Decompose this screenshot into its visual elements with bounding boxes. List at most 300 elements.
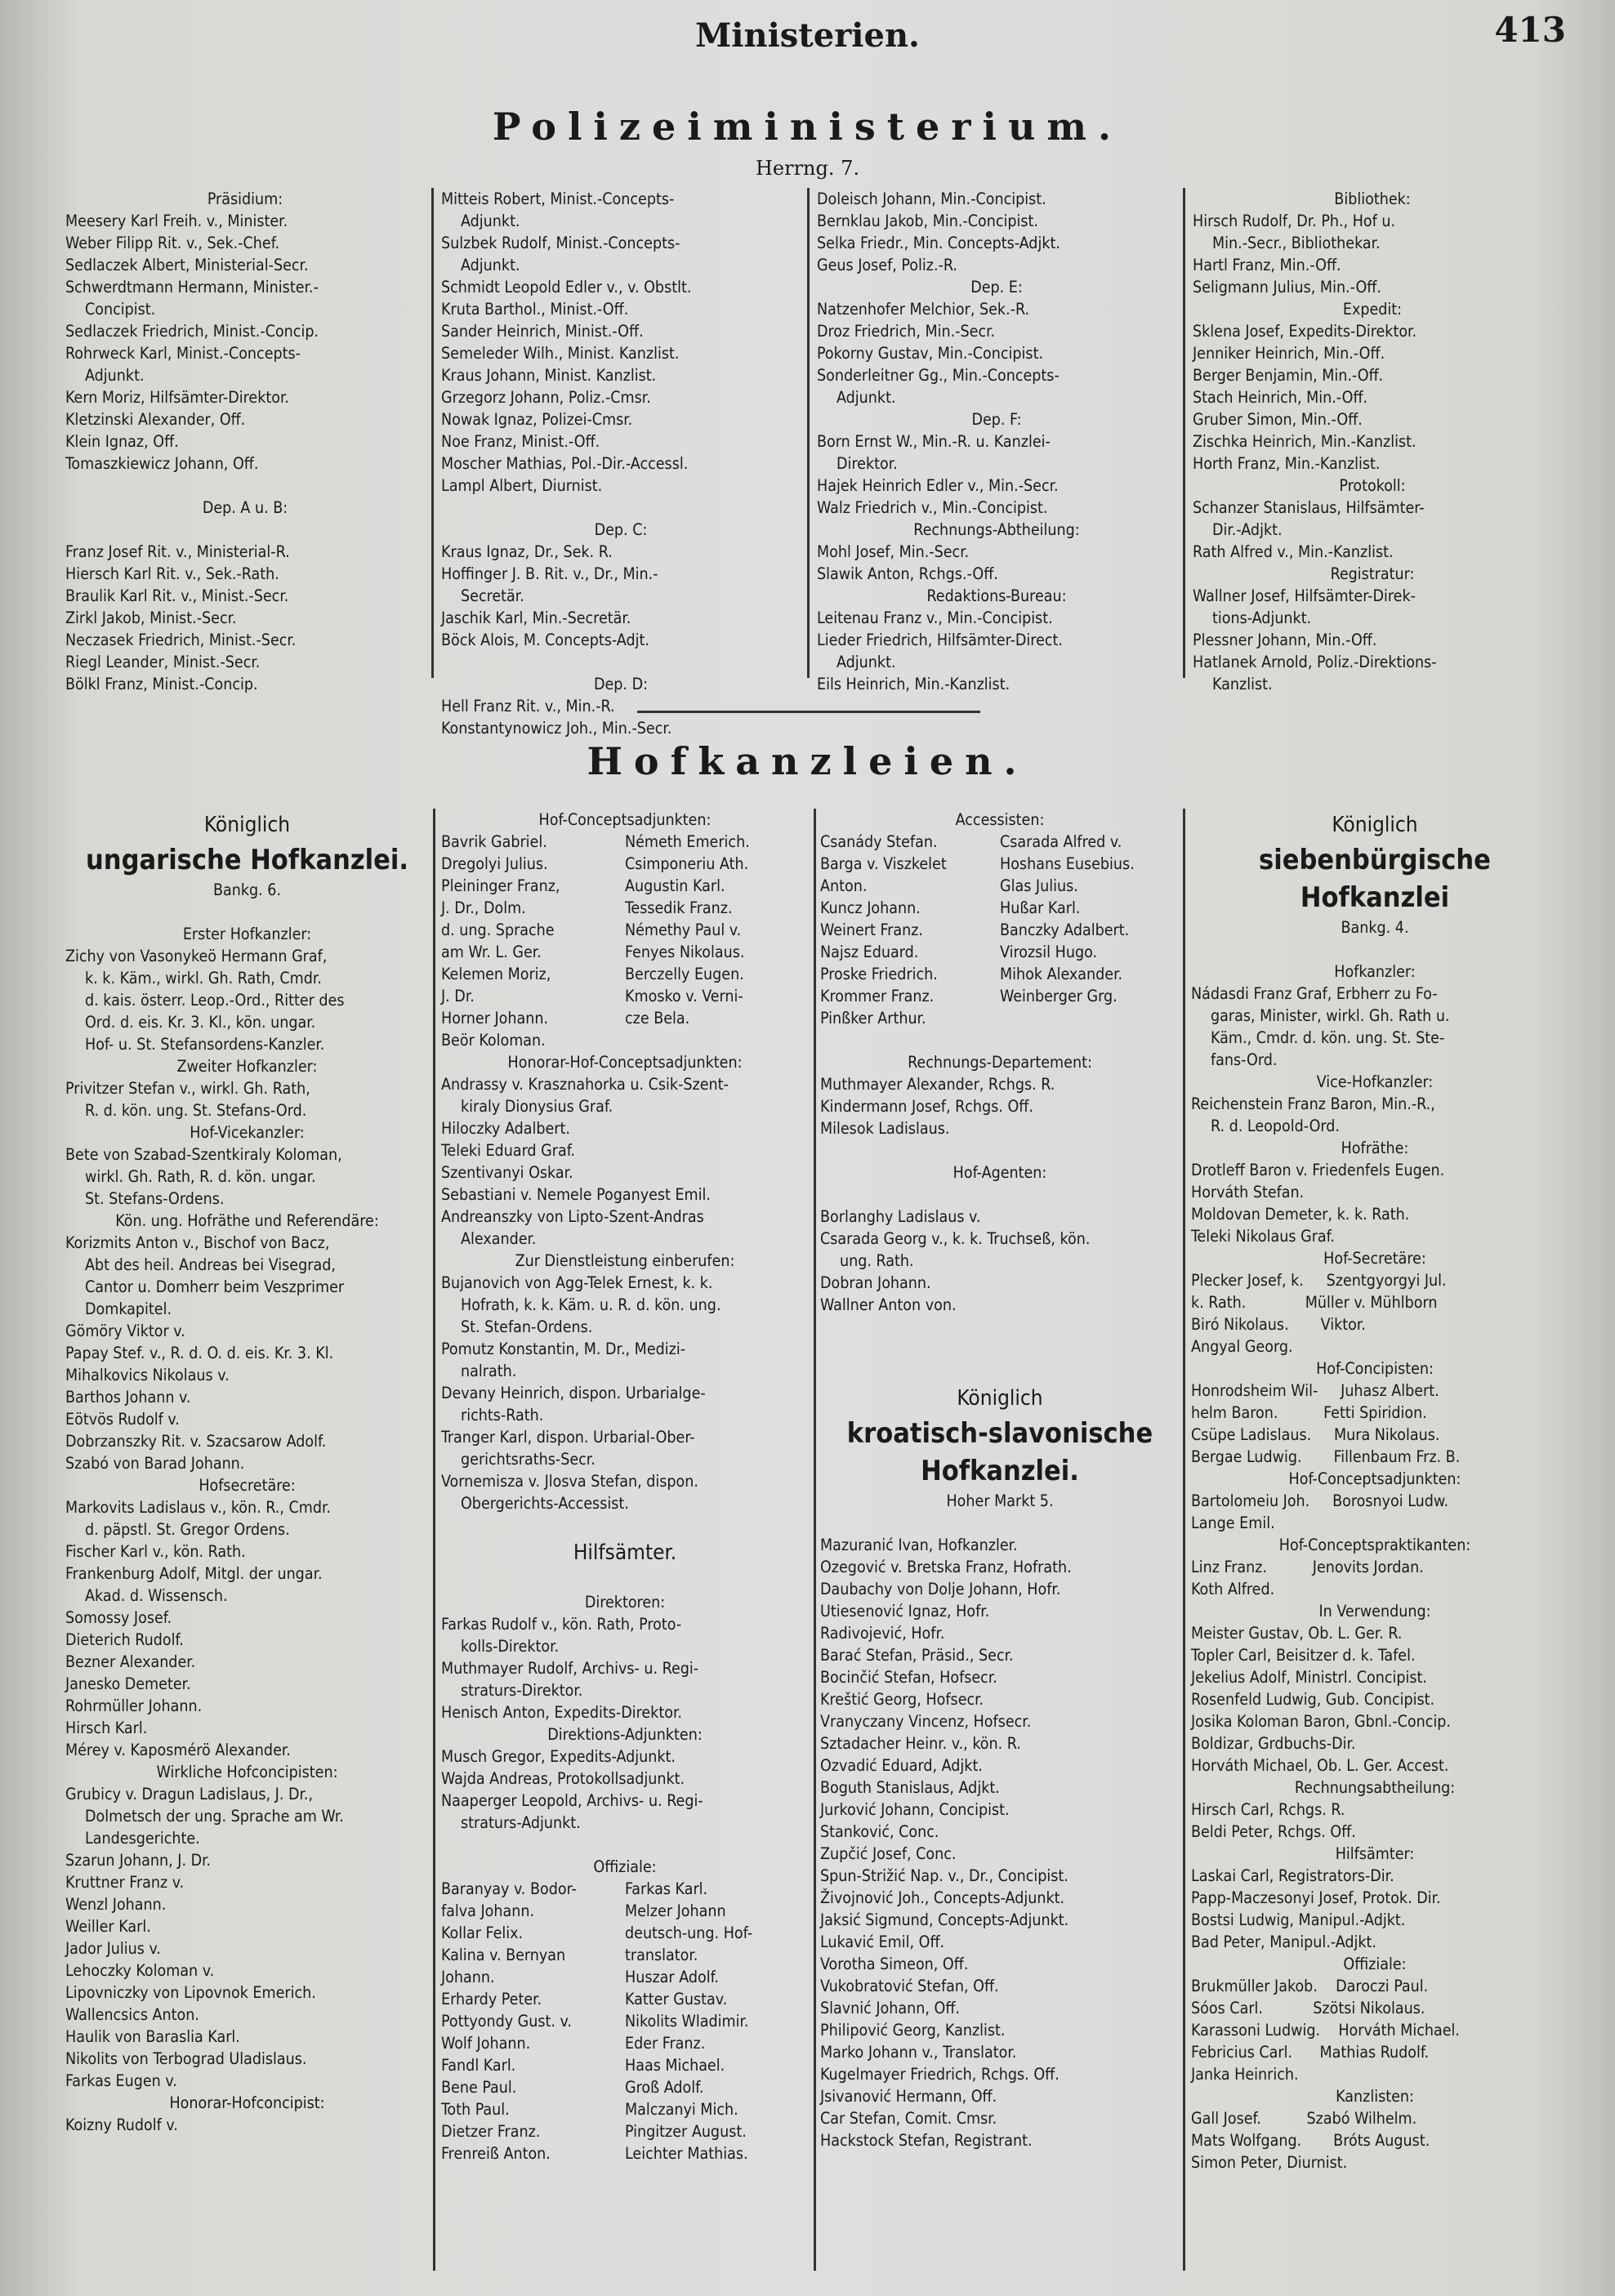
entry-line: Kmosko v. Verni- — [625, 987, 743, 1005]
entry-pair — [441, 963, 809, 985]
entry-line: Meesery Karl Freih. v., Minister. — [65, 212, 288, 230]
section-heading: Hofräthe: — [1341, 1139, 1409, 1157]
entry-line: Ord. d. eis. Kr. 3. Kl., kön. ungar. — [85, 1013, 316, 1032]
entry-line: Krommer Franz. — [820, 987, 935, 1005]
entry-line: Febricius Carl. Mathias Rudolf. — [1191, 2043, 1430, 2062]
entry-line: Plecker Josef, k. Szentgyorgyi Jul. — [1191, 1271, 1447, 1290]
entry-line — [820, 1360, 1180, 1382]
section-heading: Bibliothek: — [1334, 189, 1411, 208]
entry-line: Pingitzer August. — [625, 2122, 747, 2141]
entry-line: Marko Johann v., Translator. — [820, 2043, 1017, 2062]
entry-line: Horner Johann. — [441, 1009, 549, 1028]
hofkanzleien-column-3 — [820, 809, 1180, 2279]
entry-line: Vornemisza v. Jlosva Stefan, dispon. — [441, 1472, 698, 1491]
entry-pair — [820, 875, 1180, 897]
entry-line: fans-Ord. — [1211, 1050, 1278, 1069]
entry-line: Baranyay v. Bodor- — [441, 1879, 577, 1898]
entry-line: Wallner Anton von. — [820, 1295, 957, 1314]
entry-pair — [441, 1966, 809, 1988]
entry-line: R. d. kön. ung. St. Stefans-Ord. — [85, 1101, 307, 1120]
entry-line: Bete von Szabad-Szentkiraly Koloman, — [65, 1145, 342, 1164]
entry-line: Hirsch Rudolf, Dr. Ph., Hof u. — [1193, 212, 1396, 230]
entry-line: Sóos Carl. Szötsi Nikolaus. — [1191, 1999, 1425, 2017]
entry-line: Najsz Eduard. — [820, 943, 919, 961]
section-heading: Rechnungs-Departement: — [908, 1053, 1092, 1072]
entry-line: Sklena Josef, Expedits-Direktor. — [1193, 322, 1417, 341]
entry-pair — [441, 919, 809, 941]
entry-line: Mazuranić Ivan, Hofkanzler. — [820, 1536, 1018, 1554]
entry-line: Hirsch Karl. — [65, 1719, 148, 1737]
entry-line: Hell Franz Rit. v., Min.-R. — [441, 697, 615, 716]
entry-line: Radivojević, Hofr. — [820, 1624, 945, 1643]
entry-line: gerichtsraths-Secr. — [461, 1450, 596, 1469]
entry-line: Eils Heinrich, Min.-Kanzlist. — [817, 675, 1010, 693]
entry-line: Domkapitel. — [85, 1300, 172, 1318]
entry-line: Teleki Nikolaus Graf. — [1191, 1227, 1335, 1246]
entry-line: Vukobratović Stefan, Off. — [820, 1977, 999, 1995]
entry-line: Bavrik Gabriel. — [441, 832, 547, 851]
entry-line: Topler Carl, Beisitzer d. k. Tafel. — [1191, 1646, 1416, 1665]
entry-line: Banczky Adalbert. — [1000, 921, 1130, 939]
entry-line: Angyal Georg. — [1191, 1337, 1293, 1356]
entry-line: Tomaszkiewicz Johann, Off. — [65, 454, 259, 473]
entry-line: Hirsch Carl, Rchgs. R. — [1191, 1800, 1345, 1819]
entry-line: Lukavić Emil, Off. — [820, 1933, 945, 1951]
section-heading: Bankg. 4. — [1341, 918, 1409, 937]
entry-line: Kanzlist. — [1212, 675, 1273, 693]
entry-line: Farkas Rudolf v., kön. Rath, Proto- — [441, 1615, 682, 1634]
entry-pair — [441, 985, 809, 1007]
entry-line: Farkas Eugen v. — [65, 2071, 177, 2090]
section-heading: Vice-Hofkanzler: — [1316, 1072, 1434, 1091]
entry-line: Wallencsics Anton. — [65, 2005, 199, 2024]
entry-line — [441, 497, 801, 519]
entry-line: straturs-Adjunkt. — [461, 1813, 581, 1832]
entry-line — [65, 475, 425, 497]
entry-line: Böck Alois, M. Concepts-Adjt. — [441, 631, 649, 649]
entry-line: Riegl Leander, Minist.-Secr. — [65, 653, 261, 671]
entry-line: Sztadacher Heinr. v., kön. R. — [820, 1734, 1021, 1753]
entry-line: Kletzinski Alexander, Off. — [65, 410, 246, 429]
entry-line: Hatlanek Arnold, Poliz.-Direktions- — [1193, 653, 1437, 671]
entry-line: k. k. Käm., wirkl. Gh. Rath, Cmdr. — [85, 969, 322, 988]
entry-line: Brukmüller Jakob. Daroczi Paul. — [1191, 1977, 1429, 1995]
entry-line: Bölkl Franz, Minist.-Concip. — [65, 675, 258, 693]
entry-line: Barthos Johann v. — [65, 1388, 191, 1407]
entry-line: Linz Franz. Jenovits Jordan. — [1191, 1558, 1424, 1576]
entry-line: Semeleder Wilh., Minist. Kanzlist. — [441, 344, 680, 363]
entry-pair — [441, 1944, 809, 1966]
entry-line: ung. Rath. — [840, 1251, 914, 1270]
entry-line: Rosenfeld Ludwig, Gub. Concipist. — [1191, 1690, 1435, 1709]
entry-line: Lipovniczky von Lipovnok Emerich. — [65, 1983, 316, 2002]
entry-pair — [441, 831, 809, 853]
entry-line: Mohl Josef, Min.-Secr. — [817, 542, 970, 561]
running-head: Ministerien. — [695, 16, 920, 55]
entry-line: Sulzbek Rudolf, Minist.-Concepts- — [441, 234, 680, 252]
entry-line: Musch Gregor, Expedits-Adjunkt. — [441, 1747, 676, 1766]
entry-line: Živojnović Joh., Concepts-Adjunkt. — [820, 1888, 1065, 1907]
entry-line: Muthmayer Rudolf, Archivs- u. Regi- — [441, 1659, 699, 1678]
entry-line: Haas Michael. — [625, 2056, 725, 2075]
entry-line: Koizny Rudolf v. — [65, 2115, 178, 2134]
entry-line: nalrath. — [461, 1362, 517, 1380]
entry-line: Glas Julius. — [1000, 876, 1078, 895]
section-heading: Rechnungs-Abtheilung: — [913, 520, 1080, 539]
entry-line: Drotleff Baron v. Friedenfels Eugen. — [1191, 1161, 1445, 1179]
entry-line: Zirkl Jakob, Minist.-Secr. — [65, 609, 237, 627]
column-divider — [433, 809, 435, 2271]
entry-line: Erhardy Peter. — [441, 1990, 542, 2008]
entry-line: Barać Stefan, Präsid., Secr. — [820, 1646, 1014, 1665]
entry-line: Stanković, Conc. — [820, 1822, 939, 1841]
entry-line — [441, 1834, 809, 1856]
section-heading: Hofkanzlei. — [921, 1455, 1079, 1487]
entry-line: Wajda Andreas, Protokollsadjunkt. — [441, 1769, 685, 1788]
column-divider — [1183, 809, 1185, 2271]
entry-line: Papp-Maczesonyi Josef, Protok. Dir. — [1191, 1888, 1441, 1907]
entry-line: Direktor. — [836, 454, 898, 473]
entry-line: Hiloczky Adalbert. — [441, 1119, 570, 1138]
entry-line: Leichter Mathias. — [625, 2144, 748, 2163]
entry-line: straturs-Direktor. — [461, 1681, 583, 1700]
hofkanzleien-column-2 — [441, 809, 809, 2279]
entry-line: Adjunkt. — [461, 256, 520, 274]
polizei-column-1 — [65, 188, 425, 694]
entry-line: Szarun Johann, J. Dr. — [65, 1851, 212, 1870]
entry-line: Dir.-Adjkt. — [1212, 520, 1283, 539]
entry-line: Kollar Felix. — [441, 1924, 524, 1942]
entry-pair — [441, 2120, 809, 2142]
entry-line: Pleininger Franz, — [441, 876, 560, 895]
entry-line: Augustin Karl. — [625, 876, 725, 895]
entry-line — [820, 1029, 1180, 1051]
entry-line: Beör Koloman. — [441, 1031, 546, 1050]
entry-line: Andreanszky von Lipto-Szent-Andras — [441, 1207, 704, 1226]
section-heading: Zur Dienstleistung einberufen: — [515, 1251, 735, 1270]
entry-line: Csimponeriu Ath. — [625, 854, 749, 873]
entry-line: Toth Paul. — [441, 2100, 510, 2119]
entry-line: Grubicy v. Dragun Ladislaus, J. Dr., — [65, 1785, 314, 1803]
entry-line: Mérey v. Kaposmérö Alexander. — [65, 1741, 291, 1759]
column-divider — [807, 188, 810, 678]
entry-line: Hußar Karl. — [1000, 898, 1081, 917]
entry-line: Korizmits Anton v., Bischof von Bacz, — [65, 1233, 330, 1252]
entry-line: Kraus Johann, Minist. Kanzlist. — [441, 366, 657, 385]
entry-line: Min.-Secr., Bibliothekar. — [1212, 234, 1381, 252]
polizei-address: Herrng. 7. — [755, 157, 860, 180]
entry-line: Koth Alfred. — [1191, 1580, 1275, 1598]
entry-line: Jaksić Sigmund, Concepts-Adjunkt. — [820, 1910, 1069, 1929]
entry-line: Moldovan Demeter, k. k. Rath. — [1191, 1205, 1410, 1224]
entry-line: Kindermann Josef, Rchgs. Off. — [820, 1097, 1033, 1116]
entry-line: Adjunkt. — [836, 388, 896, 407]
entry-line: Mihalkovics Nikolaus v. — [65, 1366, 230, 1384]
entry-pair — [820, 897, 1180, 919]
entry-line: am Wr. L. Ger. — [441, 943, 542, 961]
section-heading: Direktoren: — [584, 1593, 666, 1612]
entry-pair — [441, 875, 809, 897]
section-heading: Hoher Markt 5. — [946, 1491, 1054, 1510]
entry-line: Szabó von Barad Johann. — [65, 1454, 245, 1473]
entry-line: Kreštić Georg, Hofsecr. — [820, 1690, 984, 1709]
entry-line: Horváth Stefan. — [1191, 1183, 1305, 1201]
entry-line: Bernklau Jakob, Min.-Concipist. — [817, 212, 1038, 230]
entry-line: Born Ernst W., Min.-R. u. Kanzlei- — [817, 432, 1051, 451]
entry-line: deutsch-ung. Hof- — [625, 1924, 753, 1942]
entry-pair — [441, 1007, 809, 1029]
entry-pair — [820, 1007, 1180, 1029]
entry-pair — [820, 831, 1180, 853]
entry-pair — [441, 2142, 809, 2164]
entry-line: Haulik von Baraslia Karl. — [65, 2027, 240, 2046]
entry-line: Csarada Georg v., k. k. Truchseß, kön. — [820, 1229, 1091, 1248]
entry-line: Kern Moriz, Hilfsämter-Direktor. — [65, 388, 289, 407]
section-heading: Hof-Concipisten: — [1316, 1359, 1434, 1378]
entry-line: Papay Stef. v., R. d. O. d. eis. Kr. 3. Kl. — [65, 1344, 334, 1362]
entry-line: Seligmann Julius, Min.-Off. — [1193, 278, 1381, 296]
entry-line: Concipist. — [85, 300, 156, 319]
entry-line: Hoshans Eusebius. — [1000, 854, 1135, 873]
column-divider — [1183, 188, 1185, 678]
entry-line — [625, 1029, 809, 1051]
entry-line: Nikolits von Terbograd Uladislaus. — [65, 2049, 307, 2068]
entry-line: Pomutz Konstantin, M. Dr., Medizi- — [441, 1340, 686, 1358]
section-heading: Präsidium: — [207, 189, 283, 208]
entry-line: Gruber Simon, Min.-Off. — [1193, 410, 1363, 429]
entry-line — [820, 1512, 1180, 1534]
entry-pair — [441, 941, 809, 963]
entry-line: Abt des heil. Andreas bei Visegrad, — [85, 1255, 336, 1274]
entry-line: Hof- u. St. Stefansordens-Kanzler. — [85, 1035, 325, 1054]
entry-line: Zichy von Vasonykeö Hermann Graf, — [65, 947, 328, 965]
entry-line: Sonderleitner Gg., Min.-Concepts- — [817, 366, 1060, 385]
entry-line: Droz Friedrich, Min.-Secr. — [817, 322, 996, 341]
entry-pair — [441, 2054, 809, 2076]
entry-line: Nikolits Wladimir. — [625, 2012, 749, 2031]
entry-line: Gömöry Viktor v. — [65, 1322, 185, 1340]
entry-line: Dregolyi Julius. — [441, 854, 548, 873]
entry-line: Dolmetsch der ung. Sprache am Wr. — [85, 1807, 344, 1826]
section-title-hofkanzleien: Hofkanzleien. — [587, 739, 1028, 783]
entry-line: Markovits Ladislaus v., kön. R., Cmdr. — [65, 1498, 331, 1517]
entry-line: Eötvös Rudolf v. — [65, 1410, 180, 1429]
entry-line: Nowak Ignaz, Polizei-Cmsr. — [441, 410, 633, 429]
entry-line: Hiersch Karl Rit. v., Sek.-Rath. — [65, 564, 279, 583]
entry-line: Leitenau Franz v., Min.-Concipist. — [817, 609, 1053, 627]
entry-line: d. ung. Sprache — [441, 921, 555, 939]
column-divider — [431, 188, 434, 678]
entry-line: Wolf Johann. — [441, 2034, 531, 2053]
entry-line: Muthmayer Alexander, Rchgs. R. — [820, 1075, 1055, 1094]
polizei-column-4 — [1193, 188, 1552, 694]
entry-line: St. Stefan-Ordens. — [461, 1317, 593, 1336]
entry-line: Slavnić Johann, Off. — [820, 1999, 960, 2017]
entry-line: Horth Franz, Min.-Kanzlist. — [1193, 454, 1381, 473]
entry-line: Nádasdi Franz Graf, Erbherr zu Fo- — [1191, 984, 1438, 1003]
entry-line: Eder Franz. — [625, 2034, 706, 2053]
section-heading: Königlich — [1332, 813, 1418, 837]
entry-line: Lampl Albert, Diurnist. — [441, 476, 603, 495]
entry-pair — [441, 2098, 809, 2120]
entry-line: Bartolomeiu Joh. Borosnyoi Ludw. — [1191, 1491, 1449, 1510]
entry-pair — [441, 1878, 809, 1900]
section-heading: Wirkliche Hofconcipisten: — [156, 1763, 338, 1781]
entry-line: Alexander. — [461, 1229, 537, 1248]
entry-line: Slawik Anton, Rchgs.-Off. — [817, 564, 998, 583]
entry-line: Bene Paul. — [441, 2078, 517, 2097]
entry-line: Dieterich Rudolf. — [65, 1630, 184, 1649]
entry-line: Stach Heinrich, Min.-Off. — [1193, 388, 1368, 407]
entry-line: Mitteis Robert, Minist.-Concepts- — [441, 189, 675, 208]
entry-line: wirkl. Gh. Rath, R. d. kön. ungar. — [85, 1167, 316, 1186]
entry-line: Adjunkt. — [461, 212, 520, 230]
entry-line: richts-Rath. — [461, 1406, 544, 1424]
entry-line: Huszar Adolf. — [625, 1968, 719, 1986]
entry-line: Pokorny Gustav, Min.-Concipist. — [817, 344, 1044, 363]
entry-line: Tessedik Franz. — [625, 898, 733, 917]
entry-line: Kruttner Franz v. — [65, 1873, 185, 1892]
section-title-polizei: Polizeiministerium. — [492, 105, 1123, 149]
entry-line: Berger Benjamin, Min.-Off. — [1193, 366, 1384, 385]
entry-pair — [441, 1988, 809, 2010]
section-heading: Hof-Agenten: — [952, 1163, 1047, 1182]
entry-line: d. päpstl. St. Gregor Ordens. — [85, 1520, 290, 1539]
entry-line: Reichenstein Franz Baron, Min.-R., — [1191, 1095, 1435, 1113]
entry-line: Hajek Heinrich Edler v., Min.-Secr. — [817, 476, 1059, 495]
entry-line: Plessner Johann, Min.-Off. — [1193, 631, 1377, 649]
entry-line: Boldizar, Grdbuchs-Dir. — [1191, 1734, 1356, 1753]
section-heading: Accessisten: — [955, 810, 1045, 829]
entry-pair — [820, 985, 1180, 1007]
entry-line: Daubachy von Dolje Johann, Hofr. — [820, 1580, 1061, 1598]
entry-line: Tranger Karl, dispon. Urbarial-Ober- — [441, 1428, 695, 1447]
page-number: 413 — [1494, 10, 1566, 50]
entry-pair — [820, 963, 1180, 985]
section-heading: Dep. C: — [594, 520, 648, 539]
entry-line: Teleki Eduard Graf. — [441, 1141, 576, 1160]
entry-line: St. Stefans-Ordens. — [85, 1189, 225, 1208]
hofkanzleien-column-4 — [1191, 809, 1559, 2279]
entry-line: Mats Wolfgang. Bróts August. — [1191, 2131, 1430, 2150]
entry-line: Jador Julius v. — [65, 1939, 161, 1958]
entry-line: Neczasek Friedrich, Minist.-Secr. — [65, 631, 297, 649]
entry-line: Jsivanović Hermann, Off. — [820, 2087, 997, 2106]
entry-line: Jenniker Heinrich, Min.-Off. — [1193, 344, 1385, 363]
entry-line: Philipović Georg, Kanzlist. — [820, 2021, 1006, 2040]
entry-line — [820, 1184, 1180, 1206]
entry-line: Weinberger Grg. — [1000, 987, 1118, 1005]
entry-line: Klein Ignaz, Off. — [65, 432, 179, 451]
entry-line: d. kais. österr. Leop.-Ord., Ritter des — [85, 991, 345, 1010]
entry-line: Biró Nikolaus. Viktor. — [1191, 1315, 1366, 1334]
entry-line: k. Rath. Müller v. Mühlborn — [1191, 1293, 1438, 1312]
entry-line: Kuncz Johann. — [820, 898, 921, 917]
entry-line: Jurković Johann, Concipist. — [820, 1800, 1010, 1819]
entry-line: R. d. Leopold-Ord. — [1211, 1117, 1341, 1135]
entry-line: Andrassy v. Krasznahorka u. Csik-Szent- — [441, 1075, 729, 1094]
entry-line: Fenyes Nikolaus. — [625, 943, 745, 961]
entry-line: Laskai Carl, Registrators-Dir. — [1191, 1866, 1394, 1885]
entry-line: Honrodsheim Wil- Juhasz Albert. — [1191, 1381, 1439, 1400]
section-heading: Dep. E: — [970, 278, 1023, 296]
polizei-column-2 — [441, 188, 801, 738]
entry-line: Lange Emil. — [1191, 1514, 1275, 1532]
entry-line: garas, Minister, wirkl. Gh. Rath u. — [1211, 1006, 1450, 1025]
section-heading: Hof-Conceptsadjunkten: — [1288, 1469, 1461, 1488]
section-heading: Königlich — [957, 1386, 1043, 1411]
entry-line: Csarada Alfred v. — [1000, 832, 1122, 851]
section-heading: Bankg. 6. — [212, 881, 282, 899]
entry-line: kiraly Dionysius Graf. — [461, 1097, 613, 1116]
section-divider — [637, 711, 980, 713]
entry-line: Geus Josef, Poliz.-R. — [817, 256, 957, 274]
entry-line: translator. — [625, 1946, 698, 1964]
entry-line: Natzenhofer Melchior, Sek.-R. — [817, 300, 1030, 319]
entry-line: Konstantynowicz Joh., Min.-Secr. — [441, 719, 672, 738]
entry-line: Franz Josef Rit. v., Ministerial-R. — [65, 542, 290, 561]
entry-line: Mihok Alexander. — [1000, 965, 1123, 983]
entry-line: Schwerdtmann Hermann, Minister.- — [65, 278, 319, 296]
section-heading: Registratur: — [1330, 564, 1415, 583]
entry-line: Proske Friedrich. — [820, 965, 938, 983]
section-heading: Hofkanzler: — [1334, 962, 1416, 981]
entry-line: Némethy Paul v. — [625, 921, 742, 939]
entry-line: Weiller Karl. — [65, 1917, 151, 1936]
entry-line: Berczelly Eugen. — [625, 965, 744, 983]
entry-line: Spun-Strižić Nap. v., Dr., Concipist. — [820, 1866, 1068, 1885]
entry-line: Csanády Stefan. — [820, 832, 938, 851]
entry-line: Privitzer Stefan v., wirkl. Gh. Rath, — [65, 1079, 310, 1098]
entry-line: Fischer Karl v., kön. Rath. — [65, 1542, 246, 1561]
entry-line: Dobran Johann. — [820, 1273, 931, 1292]
entry-line: Walz Friedrich v., Min.-Concipist. — [817, 498, 1048, 517]
entry-line: Németh Emerich. — [625, 832, 750, 851]
section-heading: Protokoll: — [1339, 476, 1406, 495]
entry-line: Moscher Mathias, Pol.-Dir.-Accessl. — [441, 454, 689, 473]
entry-line: Vorotha Simeon, Off. — [820, 1955, 969, 1973]
entry-line: cze Bela. — [625, 1009, 690, 1028]
entry-line: Karassoni Ludwig. Horváth Michael. — [1191, 2021, 1460, 2040]
entry-line: Kruta Barthol., Minist.-Off. — [441, 300, 629, 319]
entry-line: Schmidt Leopold Edler v., v. Obstlt. — [441, 278, 692, 296]
entry-line — [441, 1514, 809, 1536]
entry-line: Janka Heinrich. — [1191, 2065, 1299, 2084]
entry-line: Selka Friedr., Min. Concepts-Adjkt. — [817, 234, 1060, 252]
entry-line: Hoffinger J. B. Rit. v., Dr., Min.- — [441, 564, 658, 583]
entry-line: Dobrzanszky Rit. v. Szacsarow Adolf. — [65, 1432, 327, 1451]
entry-line: Doleisch Johann, Min.-Concipist. — [817, 189, 1046, 208]
section-heading: Hof-Vicekanzler: — [190, 1123, 305, 1142]
entry-line: Schanzer Stanislaus, Hilfsämter- — [1193, 498, 1425, 517]
section-heading: Expedit: — [1342, 300, 1403, 319]
entry-line: Josika Koloman Baron, Gbnl.-Concip. — [1191, 1712, 1451, 1731]
entry-line: Milesok Ladislaus. — [820, 1119, 950, 1138]
entry-line: Gall Josef. Szabó Wilhelm. — [1191, 2109, 1417, 2128]
section-heading: Direktions-Adjunkten: — [547, 1725, 703, 1744]
section-heading: ungarische Hofkanzlei. — [86, 844, 408, 876]
entry-line: Pottyondy Gust. v. — [441, 2012, 572, 2031]
entry-line: Kugelmayer Friedrich, Rchgs. Off. — [820, 2065, 1060, 2084]
entry-line — [1191, 938, 1559, 961]
entry-line: J. Dr. — [441, 987, 475, 1005]
entry-pair — [441, 2010, 809, 2032]
entry-pair — [441, 1922, 809, 1944]
entry-line: Wenzl Johann. — [65, 1895, 167, 1914]
section-heading: Offiziale: — [593, 1857, 657, 1876]
entry-line: Weinert Franz. — [820, 921, 923, 939]
entry-line: Sander Heinrich, Minist.-Off. — [441, 322, 644, 341]
